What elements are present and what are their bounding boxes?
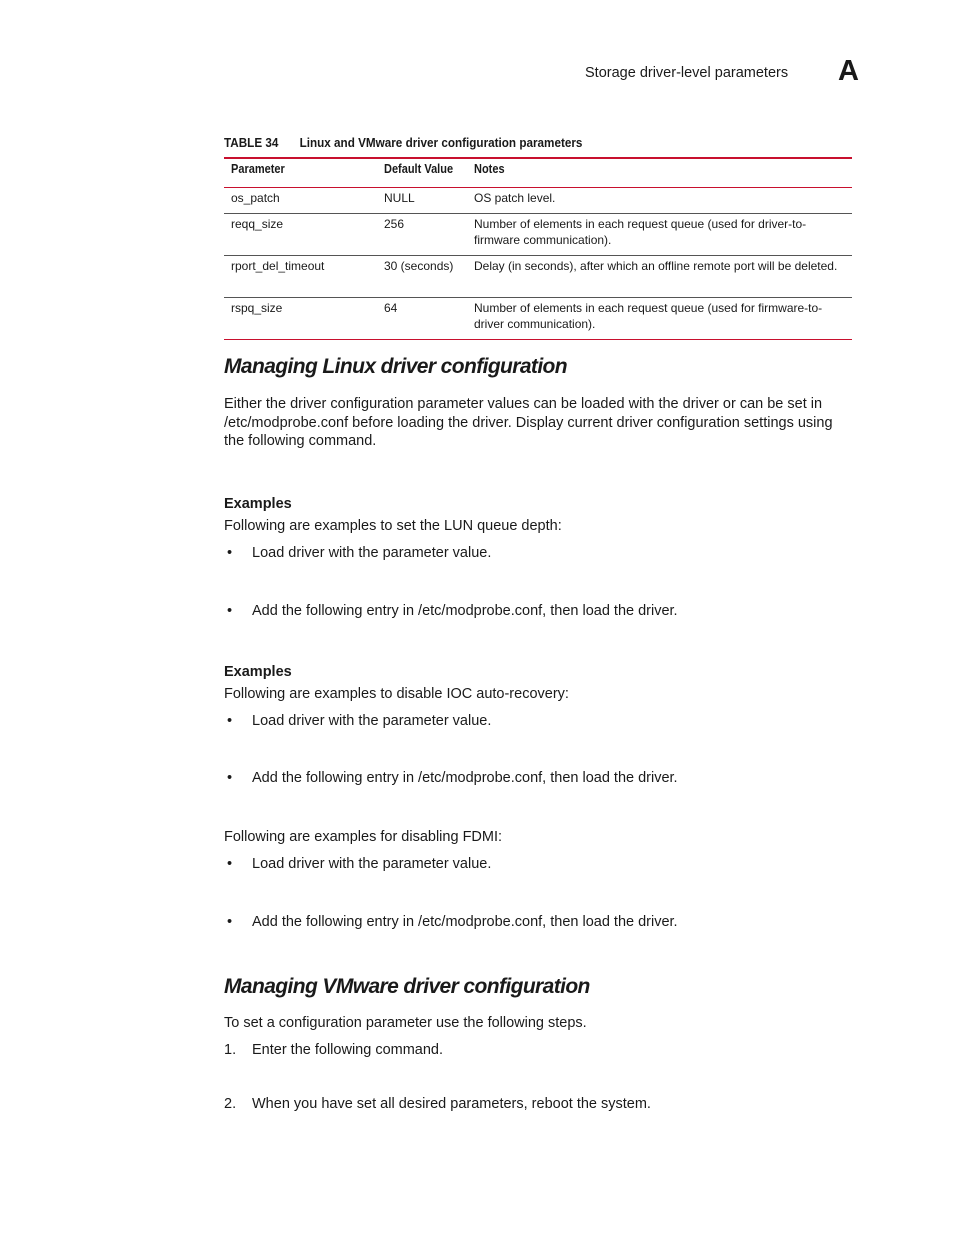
list-item-text: Add the following entry in /etc/modprobe.conf, then load the driver.: [252, 603, 678, 619]
cell-notes: Number of elements in each request queue (used for firmware-to-driver communication).: [474, 301, 823, 331]
cell-parameter: reqq_size: [231, 217, 284, 231]
list-item-text: Load driver with the parameter value.: [252, 856, 492, 872]
cell-notes: OS patch level.: [474, 191, 556, 205]
appendix-letter: A: [838, 55, 859, 87]
step-number: 1.: [224, 1042, 237, 1058]
table-header-rule: [224, 187, 852, 188]
section-heading-linux: Managing Linux driver configuration: [224, 355, 568, 378]
table-title: Linux and VMware driver configuration parameters: [299, 135, 583, 150]
table-caption: [224, 135, 582, 150]
step-text: Enter the following command.: [252, 1042, 444, 1058]
examples-heading: Examples: [224, 496, 292, 512]
vmware-intro-paragraph: To set a configuration parameter use the following steps.: [224, 1015, 587, 1031]
examples-heading: Examples: [224, 664, 292, 680]
step-number: 2.: [224, 1096, 237, 1112]
cell-default-value: 30 (seconds): [384, 259, 454, 273]
list-item-text: Load driver with the parameter value.: [252, 545, 492, 561]
row-divider: [224, 213, 852, 214]
list-item-text: Load driver with the parameter value.: [252, 713, 492, 729]
bullet-icon: •: [227, 914, 233, 930]
row-divider: [224, 297, 852, 298]
row-divider: [224, 255, 852, 256]
bullet-icon: •: [227, 603, 233, 619]
list-item-text: Add the following entry in /etc/modprobe.conf, then load the driver.: [252, 770, 678, 786]
examples-lead: Following are examples to disable IOC auto-recovery:: [224, 686, 569, 702]
bullet-icon: •: [227, 545, 233, 561]
running-header-title: Storage driver-level parameters: [585, 65, 789, 81]
cell-parameter: rport_del_timeout: [231, 259, 325, 273]
examples-lead: Following are examples to set the LUN queue depth:: [224, 518, 562, 534]
cell-default-value: 64: [384, 301, 398, 315]
cell-default-value: 256: [384, 217, 405, 231]
bullet-icon: •: [227, 856, 233, 872]
step-text: When you have set all desired parameters, reboot the system.: [252, 1096, 651, 1112]
cell-parameter: os_patch: [231, 191, 280, 205]
table-number: TABLE 34: [224, 135, 279, 150]
examples-lead: Following are examples for disabling FDMI:: [224, 829, 503, 845]
column-header-parameter: Parameter: [231, 162, 285, 176]
cell-notes: Delay (in seconds), after which an offline remote port will be deleted.: [474, 259, 838, 273]
cell-parameter: rspq_size: [231, 301, 283, 315]
cell-notes: Number of elements in each request queue (used for driver-to-firmware communication).: [474, 217, 807, 247]
section-heading-vmware: Managing VMware driver configuration: [224, 975, 590, 998]
cell-default-value: NULL: [384, 191, 415, 205]
column-header-default-value: Default Value: [384, 162, 454, 176]
table-bottom-rule: [224, 339, 852, 340]
linux-intro-paragraph: Either the driver configuration parameter values can be loaded with the driver or can be set in /etc/modprobe.conf before loading the driver. Display current driver configuration settings using the following command.: [224, 396, 833, 449]
column-header-notes: Notes: [474, 162, 505, 176]
list-item-text: Add the following entry in /etc/modprobe.conf, then load the driver.: [252, 914, 678, 930]
bullet-icon: •: [227, 770, 233, 786]
table-top-rule: [224, 157, 852, 159]
bullet-icon: •: [227, 713, 233, 729]
